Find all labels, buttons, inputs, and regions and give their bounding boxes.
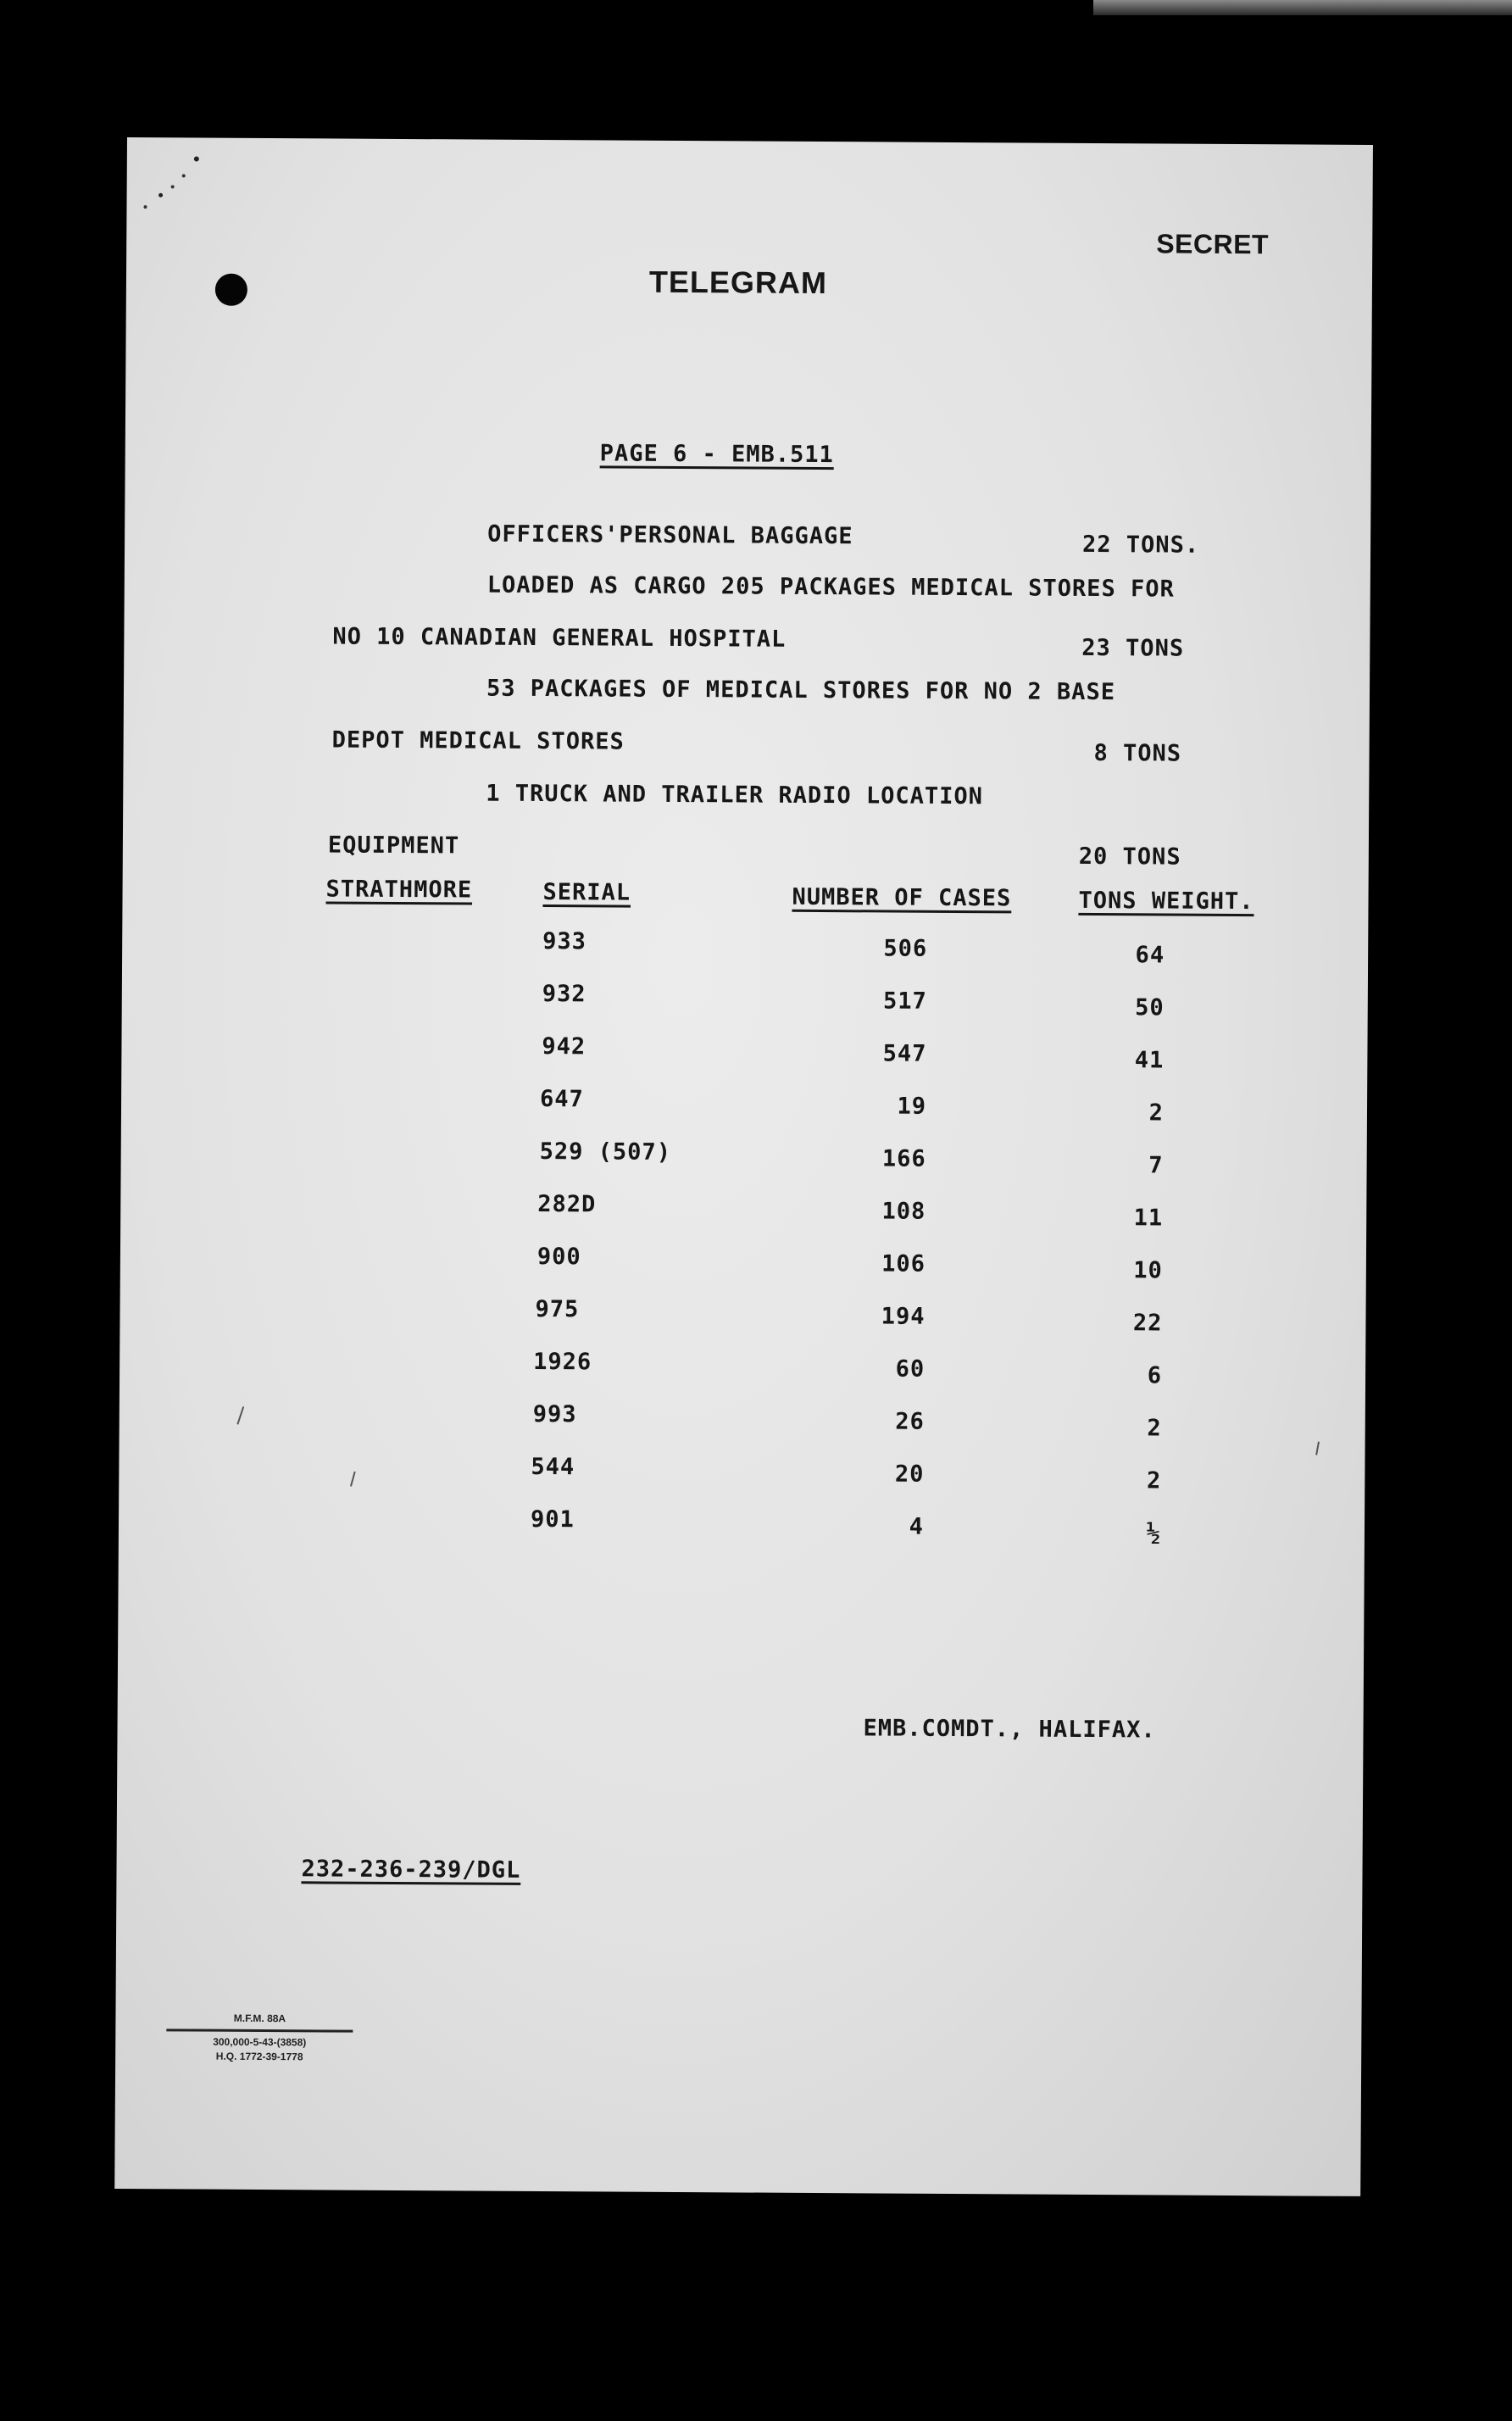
cases-cell: 108 bbox=[881, 1198, 926, 1225]
cases-cell: 20 bbox=[894, 1461, 925, 1488]
serial-cell: 901 bbox=[530, 1505, 575, 1533]
tons-cell: 6 bbox=[1147, 1362, 1163, 1389]
serial-cell: 1926 bbox=[533, 1348, 592, 1376]
tons-cell: 50 bbox=[1135, 994, 1165, 1021]
cases-cell: 547 bbox=[882, 1040, 927, 1067]
tons-cell: 2 bbox=[1148, 1099, 1165, 1127]
cargo-line-6: 1 TRUCK AND TRAILER RADIO LOCATION bbox=[486, 780, 984, 810]
form-print-run: 300,000-5-43-(3858) bbox=[213, 2035, 307, 2049]
header-tons: TONS WEIGHT. bbox=[1078, 887, 1254, 916]
form-rule bbox=[166, 2029, 353, 2032]
paper-specks bbox=[136, 146, 204, 214]
form-number-block bbox=[166, 2011, 353, 2064]
serial-cell: 942 bbox=[542, 1033, 586, 1060]
page-reference: PAGE 6 - EMB.511 bbox=[599, 440, 834, 469]
cargo-weight-5: 8 TONS bbox=[1093, 739, 1182, 767]
form-hq-number: H.Q. 1772-39-1778 bbox=[215, 2050, 303, 2063]
classification-label: SECRET bbox=[1156, 228, 1270, 260]
cases-cell: 517 bbox=[882, 988, 927, 1015]
punch-hole bbox=[215, 274, 247, 306]
cases-cell: 60 bbox=[895, 1355, 926, 1383]
header-serial: SERIAL bbox=[542, 879, 631, 906]
tons-cell: 2 bbox=[1146, 1467, 1162, 1494]
serial-cell: 282D bbox=[537, 1190, 597, 1218]
tons-cell: 2 bbox=[1147, 1415, 1162, 1442]
cargo-weight-1: 22 TONS. bbox=[1081, 531, 1200, 559]
tons-cell: 22 bbox=[1132, 1310, 1163, 1337]
serial-cell: 975 bbox=[535, 1295, 580, 1323]
tons-cell: ½ bbox=[1146, 1520, 1162, 1547]
serial-cell: 933 bbox=[542, 928, 587, 955]
serial-cell: 932 bbox=[542, 981, 586, 1008]
adjacent-page-edge bbox=[1093, 0, 1512, 15]
document-title: TELEGRAM bbox=[648, 264, 828, 301]
cargo-weight-7: 20 TONS bbox=[1078, 843, 1181, 871]
header-cases: NUMBER OF CASES bbox=[792, 883, 1012, 912]
tons-cell: 7 bbox=[1148, 1152, 1164, 1179]
serial-cell: 993 bbox=[532, 1400, 577, 1428]
form-number: M.F.M. 88A bbox=[233, 2012, 286, 2025]
cargo-weight-3: 23 TONS bbox=[1081, 634, 1185, 662]
cases-cell: 26 bbox=[895, 1408, 925, 1435]
serial-cell: 900 bbox=[536, 1243, 581, 1271]
cases-cell: 194 bbox=[881, 1303, 926, 1330]
cargo-line-7: EQUIPMENT bbox=[327, 832, 460, 860]
ship-name: STRATHMORE bbox=[325, 876, 473, 904]
cases-cell: 19 bbox=[897, 1093, 927, 1120]
cargo-line-3: NO 10 CANADIAN GENERAL HOSPITAL bbox=[332, 623, 787, 653]
paper-mark bbox=[236, 1406, 244, 1425]
cargo-line-4: 53 PACKAGES OF MEDICAL STORES FOR NO 2 BASE bbox=[486, 675, 1116, 706]
cases-cell: 4 bbox=[909, 1513, 925, 1540]
tons-cell: 10 bbox=[1133, 1257, 1163, 1284]
cases-cell: 166 bbox=[881, 1145, 926, 1172]
cargo-line-2: LOADED AS CARGO 205 PACKAGES MEDICAL STORES FOR bbox=[486, 571, 1175, 603]
file-reference: 232-236-239/DGL bbox=[301, 1856, 521, 1884]
telegram-page bbox=[114, 137, 1373, 2196]
serial-cell: 647 bbox=[539, 1085, 584, 1113]
serial-cell: 529 (507) bbox=[539, 1138, 672, 1166]
paper-mark bbox=[350, 1472, 356, 1487]
sender-signature: EMB.COMDT., HALIFAX. bbox=[863, 1715, 1156, 1744]
cases-cell: 506 bbox=[883, 935, 928, 962]
tons-cell: 41 bbox=[1134, 1047, 1165, 1074]
cargo-line-1: OFFICERS'PERSONAL BAGGAGE bbox=[487, 520, 853, 550]
paper-mark bbox=[1315, 1442, 1320, 1455]
cases-cell: 106 bbox=[881, 1250, 926, 1277]
tons-cell: 64 bbox=[1135, 942, 1165, 969]
serial-cell: 544 bbox=[531, 1453, 575, 1481]
tons-cell: 11 bbox=[1133, 1205, 1164, 1232]
cargo-line-5: DEPOT MEDICAL STORES bbox=[331, 726, 625, 755]
